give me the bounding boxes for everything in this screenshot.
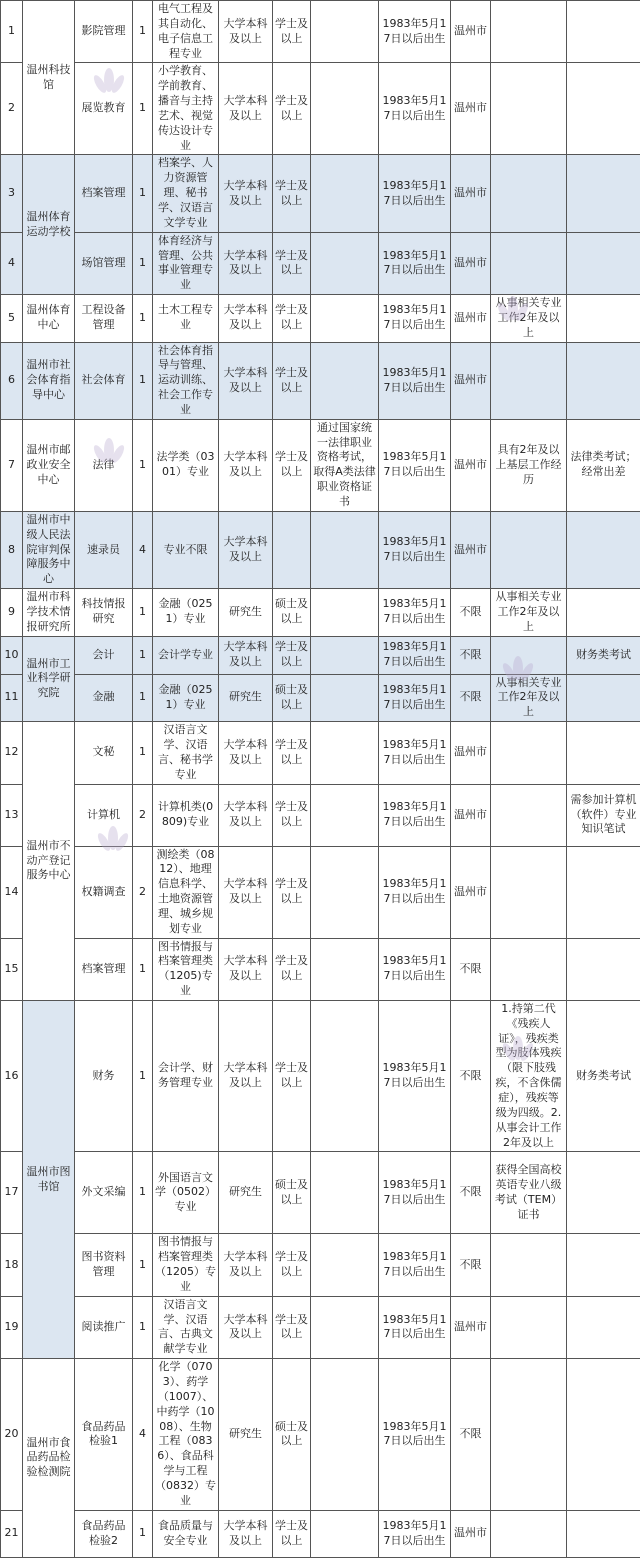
age-requirement: 1983年5月17日以后出生 [379, 419, 451, 511]
age-requirement: 1983年5月17日以后出生 [379, 295, 451, 343]
major-requirement: 金融（0251）专业 [153, 589, 219, 637]
unit-name: 温州市邮政业安全中心 [23, 419, 75, 511]
education: 大学本科及以上 [219, 342, 273, 419]
origin-requirement: 不限 [451, 589, 491, 637]
major-requirement: 图书情报与档案管理类（1205）专业 [153, 1234, 219, 1296]
department: 科技情报研究 [75, 589, 133, 637]
experience-requirement: 从事相关专业工作2年及以上 [491, 589, 567, 637]
origin-requirement: 温州市 [451, 1, 491, 63]
degree: 学士及以上 [273, 846, 311, 938]
table-row [1, 1359, 640, 1510]
department: 展览教育 [75, 63, 133, 155]
origin-requirement: 温州市 [451, 784, 491, 846]
degree: 硕士及以上 [273, 1359, 311, 1510]
education: 大学本科及以上 [219, 232, 273, 294]
other-requirement [311, 1234, 379, 1296]
department: 财务 [75, 1000, 133, 1151]
degree: 学士及以上 [273, 295, 311, 343]
degree: 硕士及以上 [273, 589, 311, 637]
table-row [1, 1, 640, 63]
education: 大学本科及以上 [219, 784, 273, 846]
other-requirement [311, 1359, 379, 1510]
major-requirement: 测绘类（0812）、地理信息科学、土地资源管理、城乡规划专业 [153, 846, 219, 938]
exam-note [567, 1152, 640, 1234]
experience-requirement [491, 1296, 567, 1358]
exam-note [567, 589, 640, 637]
unit-name: 温州体育中心 [23, 295, 75, 343]
other-requirement [311, 232, 379, 294]
table-row [1, 589, 640, 637]
headcount: 1 [133, 1296, 153, 1358]
exam-note [567, 295, 640, 343]
table-row [1, 1234, 640, 1296]
other-requirement [311, 589, 379, 637]
degree: 学士及以上 [273, 63, 311, 155]
department: 会计 [75, 636, 133, 674]
exam-note [567, 1359, 640, 1510]
origin-requirement: 温州市 [451, 63, 491, 155]
row-number: 15 [1, 938, 23, 1000]
degree: 学士及以上 [273, 1234, 311, 1296]
origin-requirement: 温州市 [451, 155, 491, 232]
origin-requirement: 不限 [451, 1234, 491, 1296]
row-number: 1 [1, 1, 23, 63]
degree: 学士及以上 [273, 938, 311, 1000]
other-requirement [311, 155, 379, 232]
age-requirement: 1983年5月17日以后出生 [379, 636, 451, 674]
headcount: 1 [133, 1152, 153, 1234]
exam-note [567, 722, 640, 784]
department: 工程设备管理 [75, 295, 133, 343]
headcount: 2 [133, 846, 153, 938]
other-requirement [311, 846, 379, 938]
education: 大学本科及以上 [219, 1000, 273, 1151]
origin-requirement: 温州市 [451, 722, 491, 784]
education: 大学本科及以上 [219, 938, 273, 1000]
unit-name: 温州市工业科学研究院 [23, 636, 75, 722]
table-row [1, 155, 640, 232]
table-row [1, 636, 640, 674]
major-requirement: 化学（0703）、药学（1007）、中药学（1008）、生物工程（0836）、食品科学与工程（0832）专业 [153, 1359, 219, 1510]
origin-requirement: 温州市 [451, 232, 491, 294]
education: 大学本科及以上 [219, 63, 273, 155]
department: 食品药品检验2 [75, 1510, 133, 1557]
major-requirement: 小学教育、学前教育、播音与主持艺术、视觉传达设计专业 [153, 63, 219, 155]
experience-requirement [491, 232, 567, 294]
age-requirement: 1983年5月17日以后出生 [379, 1234, 451, 1296]
age-requirement: 1983年5月17日以后出生 [379, 232, 451, 294]
exam-note: 财务类考试 [567, 1000, 640, 1151]
exam-note [567, 63, 640, 155]
experience-requirement: 从事相关专业工作2年及以上 [491, 674, 567, 722]
department: 文秘 [75, 722, 133, 784]
major-requirement: 外国语言文学（0502）专业 [153, 1152, 219, 1234]
experience-requirement: 1.持第二代《残疾人证》，残疾类型为肢体残疾（限下肢残疾，不含侏儒症），残疾等级为四级。2.从事会计工作2年及以上 [491, 1000, 567, 1151]
major-requirement: 图书情报与档案管理类（1205)专业 [153, 938, 219, 1000]
row-number: 16 [1, 1000, 23, 1151]
exam-note: 法律类考试；经常出差 [567, 419, 640, 511]
experience-requirement [491, 846, 567, 938]
headcount: 1 [133, 722, 153, 784]
unit-name: 温州体育运动学校 [23, 155, 75, 295]
age-requirement: 1983年5月17日以后出生 [379, 1000, 451, 1151]
row-number: 18 [1, 1234, 23, 1296]
degree: 学士及以上 [273, 636, 311, 674]
unit-name: 温州市图书馆 [23, 1000, 75, 1358]
headcount: 4 [133, 511, 153, 588]
education: 大学本科及以上 [219, 636, 273, 674]
unit-name: 温州科技馆 [23, 1, 75, 155]
table-row [1, 1510, 640, 1557]
row-number: 19 [1, 1296, 23, 1358]
department: 权籍调查 [75, 846, 133, 938]
headcount: 1 [133, 636, 153, 674]
row-number: 13 [1, 784, 23, 846]
exam-note [567, 1510, 640, 1557]
department: 速录员 [75, 511, 133, 588]
age-requirement: 1983年5月17日以后出生 [379, 1510, 451, 1557]
age-requirement: 1983年5月17日以后出生 [379, 846, 451, 938]
major-requirement: 档案学、人力资源管理、秘书学、汉语言文学专业 [153, 155, 219, 232]
education: 大学本科及以上 [219, 155, 273, 232]
degree: 学士及以上 [273, 155, 311, 232]
table-row [1, 784, 640, 846]
education: 研究生 [219, 674, 273, 722]
degree: 学士及以上 [273, 1, 311, 63]
major-requirement: 体育经济与管理、公共事业管理专业 [153, 232, 219, 294]
degree: 学士及以上 [273, 722, 311, 784]
exam-note [567, 232, 640, 294]
experience-requirement [491, 1510, 567, 1557]
row-number: 2 [1, 63, 23, 155]
department: 图书资料管理 [75, 1234, 133, 1296]
degree [273, 511, 311, 588]
headcount: 1 [133, 1234, 153, 1296]
degree: 学士及以上 [273, 342, 311, 419]
department: 社会体育 [75, 342, 133, 419]
exam-note [567, 1, 640, 63]
row-number: 17 [1, 1152, 23, 1234]
age-requirement: 1983年5月17日以后出生 [379, 1359, 451, 1510]
headcount: 1 [133, 674, 153, 722]
origin-requirement: 不限 [451, 1359, 491, 1510]
row-number: 8 [1, 511, 23, 588]
degree: 硕士及以上 [273, 674, 311, 722]
headcount: 1 [133, 1510, 153, 1557]
origin-requirement: 温州市 [451, 295, 491, 343]
education: 研究生 [219, 1359, 273, 1510]
origin-requirement: 不限 [451, 938, 491, 1000]
experience-requirement [491, 1, 567, 63]
major-requirement: 汉语言文学、汉语言、秘书学专业 [153, 722, 219, 784]
age-requirement: 1983年5月17日以后出生 [379, 1296, 451, 1358]
origin-requirement: 温州市 [451, 1510, 491, 1557]
department: 影院管理 [75, 1, 133, 63]
other-requirement: 通过国家统一法律职业资格考试，取得A类法律职业资格证书 [311, 419, 379, 511]
experience-requirement [491, 722, 567, 784]
headcount: 1 [133, 938, 153, 1000]
major-requirement: 金融（0251）专业 [153, 674, 219, 722]
degree: 学士及以上 [273, 1510, 311, 1557]
major-requirement: 食品质量与安全专业 [153, 1510, 219, 1557]
experience-requirement [491, 636, 567, 674]
age-requirement: 1983年5月17日以后出生 [379, 722, 451, 784]
major-requirement: 计算机类(0809)专业 [153, 784, 219, 846]
age-requirement: 1983年5月17日以后出生 [379, 511, 451, 588]
exam-note [567, 938, 640, 1000]
other-requirement [311, 1, 379, 63]
table-row [1, 295, 640, 343]
row-number: 21 [1, 1510, 23, 1557]
major-requirement: 电气工程及其自动化、电子信息工程专业 [153, 1, 219, 63]
other-requirement [311, 511, 379, 588]
major-requirement: 汉语言文学、汉语言、古典文献学专业 [153, 1296, 219, 1358]
exam-note [567, 674, 640, 722]
unit-name: 温州市科学技术情报研究所 [23, 589, 75, 637]
education: 大学本科及以上 [219, 419, 273, 511]
origin-requirement: 不限 [451, 636, 491, 674]
table-row [1, 1152, 640, 1234]
experience-requirement [491, 342, 567, 419]
exam-note [567, 1234, 640, 1296]
education: 研究生 [219, 589, 273, 637]
degree: 硕士及以上 [273, 1152, 311, 1234]
table-row [1, 674, 640, 722]
origin-requirement: 不限 [451, 1152, 491, 1234]
headcount: 1 [133, 589, 153, 637]
headcount: 1 [133, 155, 153, 232]
exam-note: 需参加计算机（软件）专业知识笔试 [567, 784, 640, 846]
education: 大学本科及以上 [219, 1234, 273, 1296]
headcount: 1 [133, 342, 153, 419]
degree: 学士及以上 [273, 232, 311, 294]
age-requirement: 1983年5月17日以后出生 [379, 1, 451, 63]
major-requirement: 专业不限 [153, 511, 219, 588]
degree: 学士及以上 [273, 1000, 311, 1151]
table-row [1, 511, 640, 588]
table-row [1, 232, 640, 294]
degree: 学士及以上 [273, 784, 311, 846]
department: 阅读推广 [75, 1296, 133, 1358]
unit-name: 温州市社会体育指导中心 [23, 342, 75, 419]
experience-requirement [491, 155, 567, 232]
exam-note: 财务类考试 [567, 636, 640, 674]
experience-requirement: 获得全国高校英语专业八级考试（TEM）证书 [491, 1152, 567, 1234]
age-requirement: 1983年5月17日以后出生 [379, 784, 451, 846]
table-row [1, 63, 640, 155]
age-requirement: 1983年5月17日以后出生 [379, 674, 451, 722]
table-row [1, 419, 640, 511]
origin-requirement: 温州市 [451, 419, 491, 511]
department: 计算机 [75, 784, 133, 846]
other-requirement [311, 674, 379, 722]
education: 大学本科及以上 [219, 1510, 273, 1557]
row-number: 10 [1, 636, 23, 674]
degree: 学士及以上 [273, 419, 311, 511]
table-row [1, 846, 640, 938]
unit-name: 温州市中级人民法院审判保障服务中心 [23, 511, 75, 588]
age-requirement: 1983年5月17日以后出生 [379, 342, 451, 419]
experience-requirement [491, 1234, 567, 1296]
row-number: 4 [1, 232, 23, 294]
other-requirement [311, 63, 379, 155]
headcount: 1 [133, 295, 153, 343]
row-number: 6 [1, 342, 23, 419]
headcount: 1 [133, 419, 153, 511]
headcount: 1 [133, 1000, 153, 1151]
headcount: 2 [133, 784, 153, 846]
experience-requirement: 从事相关专业工作2年及以上 [491, 295, 567, 343]
other-requirement [311, 1000, 379, 1151]
experience-requirement [491, 1359, 567, 1510]
other-requirement [311, 1296, 379, 1358]
row-number: 5 [1, 295, 23, 343]
other-requirement [311, 636, 379, 674]
table-row [1, 722, 640, 784]
age-requirement: 1983年5月17日以后出生 [379, 63, 451, 155]
experience-requirement [491, 63, 567, 155]
other-requirement [311, 784, 379, 846]
table-row [1, 1000, 640, 1151]
education: 大学本科及以上 [219, 846, 273, 938]
education: 大学本科及以上 [219, 295, 273, 343]
department: 法律 [75, 419, 133, 511]
major-requirement: 法学类（0301）专业 [153, 419, 219, 511]
row-number: 7 [1, 419, 23, 511]
degree: 学士及以上 [273, 1296, 311, 1358]
origin-requirement: 温州市 [451, 342, 491, 419]
headcount: 4 [133, 1359, 153, 1510]
headcount: 1 [133, 1, 153, 63]
education: 大学本科及以上 [219, 1, 273, 63]
experience-requirement [491, 784, 567, 846]
row-number: 20 [1, 1359, 23, 1510]
age-requirement: 1983年5月17日以后出生 [379, 589, 451, 637]
department: 场馆管理 [75, 232, 133, 294]
origin-requirement: 不限 [451, 1000, 491, 1151]
origin-requirement: 温州市 [451, 511, 491, 588]
exam-note [567, 1296, 640, 1358]
experience-requirement [491, 938, 567, 1000]
department: 档案管理 [75, 155, 133, 232]
age-requirement: 1983年5月17日以后出生 [379, 938, 451, 1000]
age-requirement: 1983年5月17日以后出生 [379, 1152, 451, 1234]
major-requirement: 会计学、财务管理专业 [153, 1000, 219, 1151]
exam-note [567, 846, 640, 938]
exam-note [567, 155, 640, 232]
table-row [1, 1296, 640, 1358]
department: 档案管理 [75, 938, 133, 1000]
other-requirement [311, 1510, 379, 1557]
other-requirement [311, 722, 379, 784]
headcount: 1 [133, 63, 153, 155]
other-requirement [311, 295, 379, 343]
unit-name: 温州市食品药品检验检测院 [23, 1359, 75, 1557]
experience-requirement [491, 511, 567, 588]
education: 大学本科及以上 [219, 511, 273, 588]
row-number: 3 [1, 155, 23, 232]
department: 食品药品检验1 [75, 1359, 133, 1510]
row-number: 9 [1, 589, 23, 637]
education: 大学本科及以上 [219, 722, 273, 784]
age-requirement: 1983年5月17日以后出生 [379, 155, 451, 232]
major-requirement: 会计学专业 [153, 636, 219, 674]
unit-name: 温州市不动产登记服务中心 [23, 722, 75, 1001]
other-requirement [311, 342, 379, 419]
department: 金融 [75, 674, 133, 722]
experience-requirement: 具有2年及以上基层工作经历 [491, 419, 567, 511]
table-row [1, 938, 640, 1000]
headcount: 1 [133, 232, 153, 294]
origin-requirement: 温州市 [451, 1296, 491, 1358]
origin-requirement: 温州市 [451, 846, 491, 938]
other-requirement [311, 1152, 379, 1234]
other-requirement [311, 938, 379, 1000]
row-number: 12 [1, 722, 23, 784]
row-number: 11 [1, 674, 23, 722]
education: 研究生 [219, 1152, 273, 1234]
major-requirement: 土木工程专业 [153, 295, 219, 343]
row-number: 14 [1, 846, 23, 938]
department: 外文采编 [75, 1152, 133, 1234]
table-row [1, 342, 640, 419]
exam-note [567, 342, 640, 419]
education: 大学本科及以上 [219, 1296, 273, 1358]
major-requirement: 社会体育指导与管理、运动训练、社会工作专业 [153, 342, 219, 419]
origin-requirement: 不限 [451, 674, 491, 722]
exam-note [567, 511, 640, 588]
